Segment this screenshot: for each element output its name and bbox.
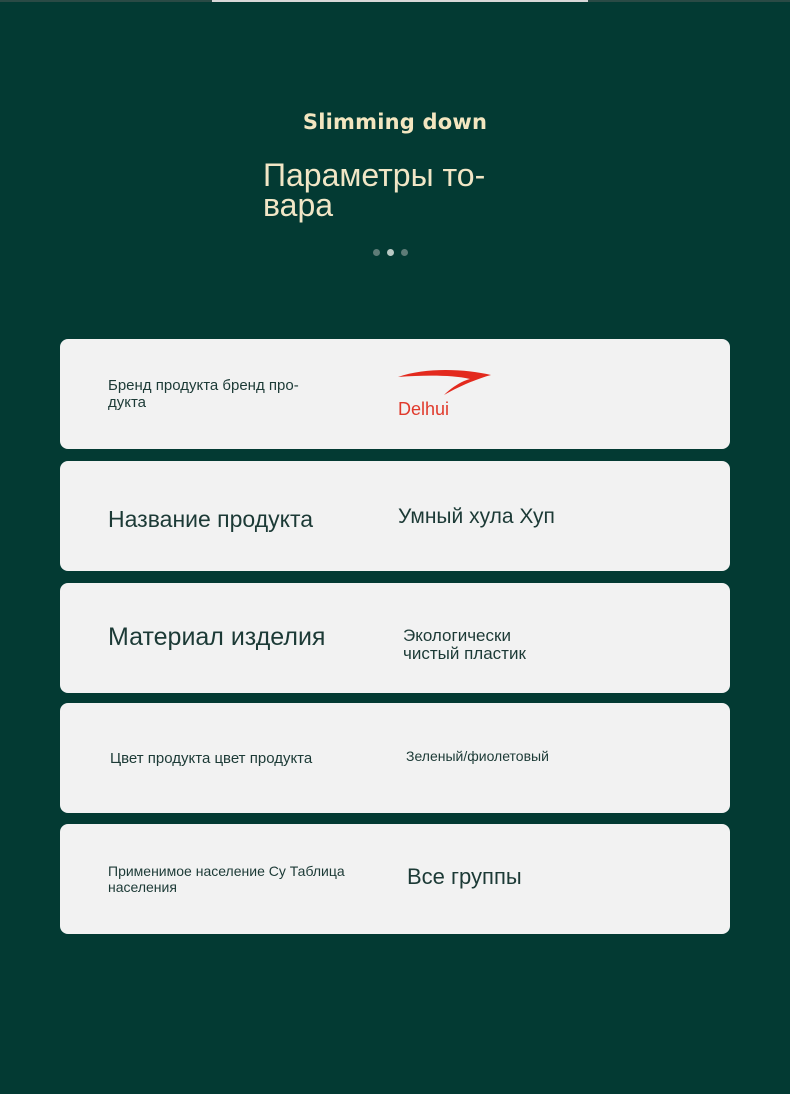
- carousel-dots: [373, 249, 408, 256]
- param-value: Все группы: [407, 864, 522, 889]
- page-title: Параметры то-вара: [263, 157, 486, 223]
- param-label: Бренд продукта бренд про-дукта: [108, 377, 299, 411]
- brand-logo: [396, 369, 496, 421]
- param-label: Материал изделия: [108, 623, 326, 651]
- param-value: Умный хула Хуп: [398, 505, 555, 528]
- param-card-audience: [60, 824, 730, 934]
- param-label: Название продукта: [108, 506, 314, 532]
- param-card-name: [60, 461, 730, 571]
- param-label: Цвет продукта цвет продукта: [110, 750, 313, 767]
- param-value: Экологически чистый пластик: [403, 626, 526, 663]
- header-eyebrow: Slimming down: [302, 110, 488, 134]
- brand-logo-text: Delhui: [398, 399, 450, 419]
- top-strip: [0, 0, 790, 2]
- brand-swoosh-icon: [396, 369, 496, 399]
- top-strip-highlight: [212, 0, 588, 2]
- param-card-material: [60, 583, 730, 693]
- param-card-color: [60, 703, 730, 813]
- param-value: Зеленый/фиолетовый: [406, 748, 549, 764]
- param-card-brand: [60, 339, 730, 449]
- carousel-dot[interactable]: [373, 249, 380, 256]
- param-label: Применимое население Су Таблица населения: [108, 863, 345, 895]
- carousel-dot[interactable]: [401, 249, 408, 256]
- carousel-dot-active[interactable]: [387, 249, 394, 256]
